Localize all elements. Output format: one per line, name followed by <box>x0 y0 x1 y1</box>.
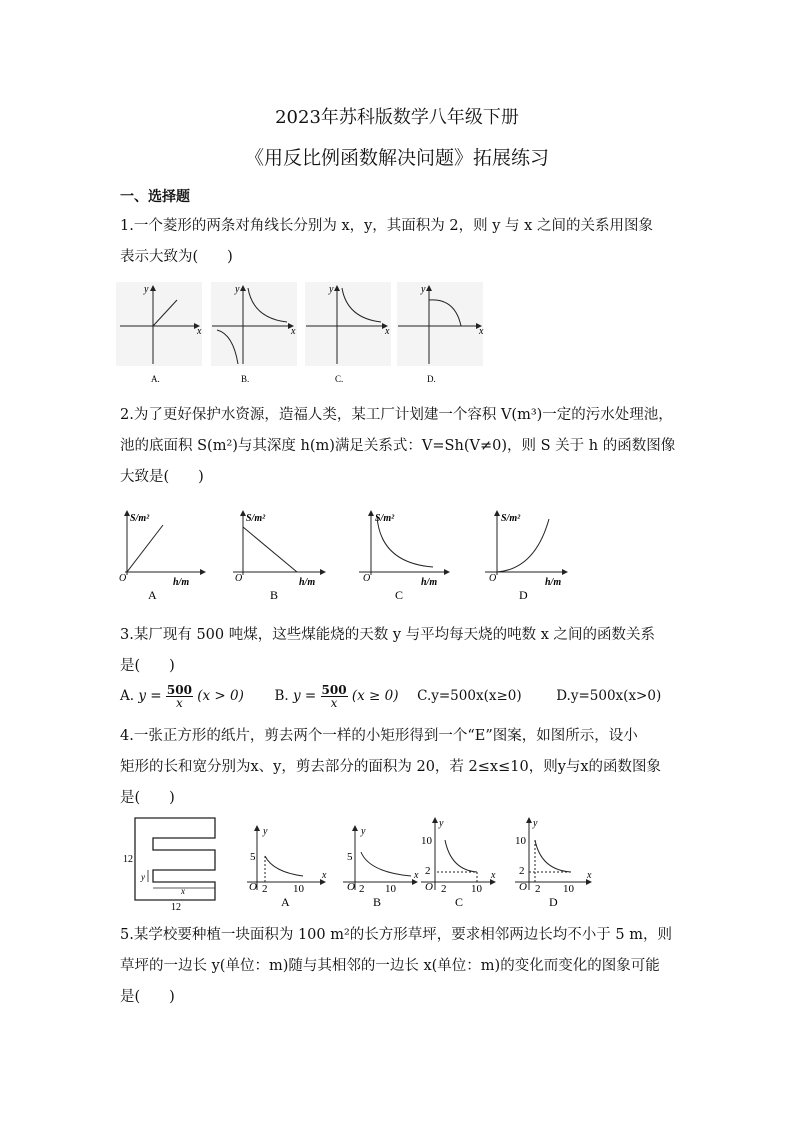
svg-text:12: 12 <box>123 854 133 865</box>
svg-text:2: 2 <box>262 883 268 895</box>
svg-text:O: O <box>425 881 433 893</box>
svg-text:y: y <box>329 284 334 295</box>
q2-text-line2: 池的底面积 S(m²)与其深度 h(m)满足关系式：V=Sh(V≠0)，则 S 关于 h 的函数图像 <box>120 438 676 454</box>
svg-text:2: 2 <box>359 883 365 895</box>
svg-text:10: 10 <box>515 835 526 847</box>
q1-option-c: C. <box>335 374 344 384</box>
svg-text:C: C <box>455 895 464 909</box>
svg-text:10: 10 <box>421 835 432 847</box>
q1-option-b: B. <box>241 374 250 384</box>
svg-text:x: x <box>291 326 296 337</box>
svg-text:O: O <box>489 573 497 584</box>
q4-figures <box>115 812 595 912</box>
svg-text:B: B <box>373 895 382 909</box>
svg-text:y: y <box>235 284 240 295</box>
q4-graph-a <box>247 826 327 909</box>
svg-text:O: O <box>347 881 355 893</box>
q4-text-line1: 4.一张正方形的纸片，剪去两个一样的小矩形得到一个“E”图案，如图所示，设小 <box>120 728 638 744</box>
svg-text:O: O <box>519 881 527 893</box>
q1-text-line1: 1.一个菱形的两条对角线长分别为 x，y，其面积为 2，则 y 与 x 之间的关系用图象 <box>120 218 653 234</box>
svg-text:A: A <box>281 895 290 909</box>
q3-option-d: D.y=500x(x>0) <box>556 688 662 704</box>
svg-text:h/m: h/m <box>173 577 190 588</box>
svg-text:O: O <box>249 881 257 893</box>
svg-text:2: 2 <box>519 865 525 877</box>
svg-text:10: 10 <box>293 883 304 895</box>
svg-text:D: D <box>519 588 528 602</box>
svg-text:y: y <box>439 818 444 829</box>
svg-text:O: O <box>119 573 127 584</box>
svg-text:y: y <box>141 872 145 882</box>
svg-text:2: 2 <box>535 883 541 895</box>
section-heading: 一、选择题 <box>120 189 190 205</box>
q4-graph-c <box>421 818 496 909</box>
svg-text:x: x <box>322 870 327 881</box>
svg-text:B: B <box>270 588 279 602</box>
q3-text-line2: 是( ) <box>120 658 175 674</box>
q4-text-line2: 矩形的长和宽分别为x、y，剪去部分的面积为 20，若 2≤x≤10，则y与x的函数图象 <box>120 759 662 775</box>
q3-options <box>120 684 661 709</box>
svg-text:x: x <box>479 326 484 337</box>
q4-text-line3: 是( ) <box>120 790 175 806</box>
svg-text:S/m²: S/m² <box>375 513 395 524</box>
svg-text:S/m²: S/m² <box>246 513 266 524</box>
svg-text:x: x <box>587 870 592 881</box>
q1-option-d: D. <box>427 374 436 384</box>
page-subtitle: 《用反比例函数解决问题》拓展练习 <box>244 147 549 169</box>
q2-graph-b <box>233 511 325 602</box>
svg-text:2: 2 <box>425 865 431 877</box>
svg-text:y: y <box>533 818 538 829</box>
svg-text:O: O <box>363 573 371 584</box>
svg-text:2: 2 <box>441 883 447 895</box>
svg-text:y: y <box>144 284 149 295</box>
q2-text-line1: 2.为了更好保护水资源，造福人类，某工厂计划建一个容积 V(m³)一定的污水处理池， <box>120 407 673 423</box>
svg-text:12: 12 <box>171 902 181 912</box>
q4-graph-b <box>343 826 419 909</box>
svg-text:A: A <box>148 588 157 602</box>
svg-text:O: O <box>235 573 243 584</box>
q5-text-line1: 5.某学校要种植一块面积为 100 m²的长方形草坪，要求相邻两边长均不小于 5 m，则 <box>120 927 672 943</box>
svg-text:10: 10 <box>563 883 574 895</box>
q2-graph-c <box>359 511 449 602</box>
svg-text:h/m: h/m <box>545 577 562 588</box>
q3-option-a: A. y = $\frac{500}{x}$ (x > 0) <box>120 683 244 710</box>
svg-text:10: 10 <box>385 883 396 895</box>
q1-graphs <box>115 278 495 386</box>
svg-text:S/m²: S/m² <box>130 513 150 524</box>
svg-text:y: y <box>361 826 366 837</box>
svg-text:x: x <box>491 870 496 881</box>
q2-graphs <box>115 505 575 605</box>
q3-text-line1: 3.某厂现有 500 吨煤，这些煤能烧的天数 y 与平均每天烧的吨数 x 之间的函数关系 <box>120 627 656 643</box>
q2-graph-a <box>119 511 205 602</box>
svg-text:S/m²: S/m² <box>501 513 521 524</box>
q3-option-b: B. y = $\frac{500}{x}$ (x ≥ 0) <box>274 683 399 710</box>
q4-graph-d <box>515 818 592 909</box>
svg-text:x: x <box>181 886 185 896</box>
q4-e-figure <box>123 818 215 912</box>
svg-text:x: x <box>197 326 202 337</box>
q1-text-line2: 表示大致为( ) <box>120 249 233 265</box>
svg-text:y: y <box>421 284 426 295</box>
svg-text:y: y <box>263 826 268 837</box>
svg-text:x: x <box>414 870 419 881</box>
svg-text:D: D <box>549 895 558 909</box>
q5-text-line3: 是( ) <box>120 989 175 1005</box>
svg-text:x: x <box>385 326 390 337</box>
q2-text-line3: 大致是( ) <box>120 469 204 485</box>
svg-text:h/m: h/m <box>299 577 316 588</box>
svg-text:10: 10 <box>471 883 482 895</box>
svg-text:5: 5 <box>250 851 256 863</box>
q2-graph-d <box>485 511 567 602</box>
svg-text:5: 5 <box>347 851 353 863</box>
svg-text:h/m: h/m <box>421 577 438 588</box>
q3-option-c: C.y=500x(x≥0) <box>417 688 522 704</box>
page-title: 2023年苏科版数学八年级下册 <box>275 107 519 128</box>
q1-option-a: A. <box>151 374 160 384</box>
svg-text:C: C <box>395 588 404 602</box>
q5-text-line2: 草坪的一边长 y(单位：m)随与其相邻的一边长 x(单位：m)的变化而变化的图象可能 <box>120 958 660 974</box>
